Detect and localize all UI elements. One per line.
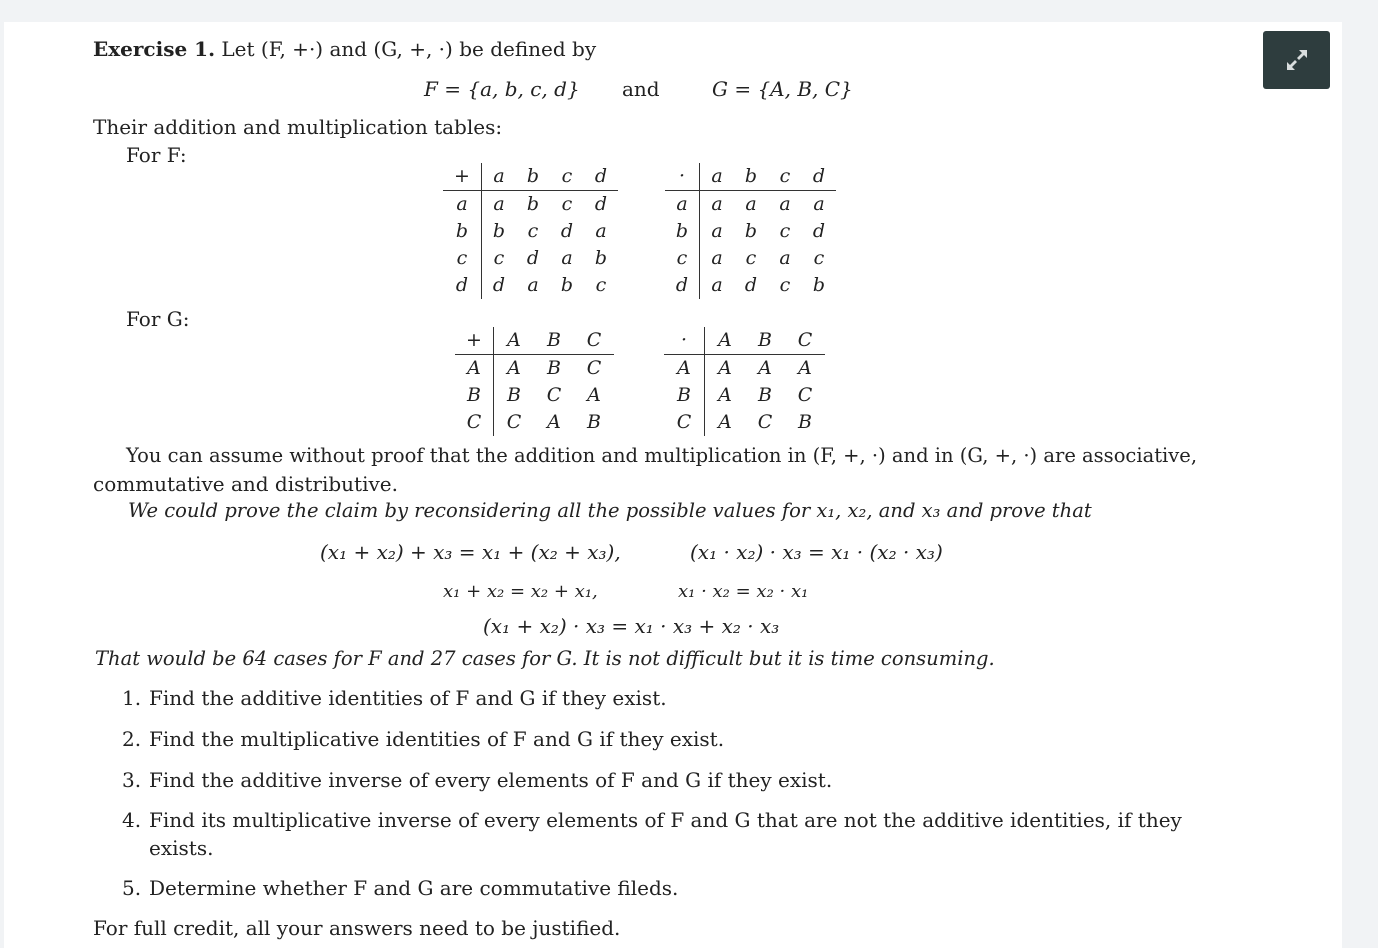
row-label: c	[665, 245, 700, 272]
cell: B	[547, 357, 561, 379]
cell: a	[779, 193, 791, 215]
eq-assoc-mul: (x₁ · x₂) · x₃ = x₁ · (x₂ · x₃)	[690, 540, 943, 564]
cell: d	[594, 193, 608, 215]
cell: c	[745, 247, 757, 269]
exercise-label: Exercise 1.	[93, 37, 216, 61]
row-label: b	[665, 218, 700, 245]
table-op: ·	[665, 163, 700, 191]
cell: a	[595, 220, 607, 242]
cell: B	[587, 411, 601, 433]
f-set: F = {a, b, c, d}	[424, 77, 580, 101]
table-header: B	[745, 327, 785, 355]
eq-assoc-add: (x₁ + x₂) + x₃ = x₁ + (x₂ + x₃),	[320, 540, 621, 564]
row-label: C	[664, 409, 705, 436]
cell: a	[493, 193, 505, 215]
cases-text: That would be 64 cases for F and 27 cases for G. It is not difficult but it is time consuming.	[95, 647, 995, 670]
cell: B	[507, 384, 521, 406]
cell: A	[798, 357, 812, 379]
exercise-heading	[93, 37, 596, 61]
assume-line-2: commutative and distributive.	[93, 472, 398, 496]
cell: A	[718, 384, 732, 406]
row-label: A	[455, 355, 494, 383]
cell: c	[493, 247, 505, 269]
cell: a	[711, 193, 723, 215]
table-header: a	[700, 163, 735, 191]
cell: A	[758, 357, 772, 379]
f-addition-table	[443, 163, 618, 299]
item-text: Find its multiplicative inverse of every elements of F and G that are not the additive identities, if they	[149, 808, 1182, 832]
row-label: B	[455, 382, 494, 409]
item-number: 5.	[122, 876, 142, 900]
cell: a	[527, 274, 539, 296]
row-label: A	[664, 355, 705, 383]
cell: a	[561, 247, 573, 269]
cell: C	[586, 357, 602, 379]
table-header: b	[516, 163, 550, 191]
item-continuation: exists.	[149, 836, 214, 860]
cell: C	[506, 411, 522, 433]
cell: c	[813, 247, 825, 269]
cell: c	[595, 274, 607, 296]
table-header: d	[584, 163, 618, 191]
table-op: ·	[664, 327, 705, 355]
item-text: Find the multiplicative identities of F and G if they exist.	[149, 727, 725, 751]
cell: A	[507, 357, 521, 379]
list-item	[122, 727, 724, 751]
row-label: C	[455, 409, 494, 436]
list-item	[122, 808, 1182, 832]
eq-comm-mul: x₁ · x₂ = x₂ · x₁	[678, 581, 809, 602]
for-g-label: For G:	[126, 307, 190, 331]
f-multiplication-table	[665, 163, 836, 299]
row-label: a	[665, 191, 700, 219]
row-label: c	[443, 245, 482, 272]
g-multiplication-table	[664, 327, 825, 436]
assume-line-1: You can assume without proof that the addition and multiplication in (F, +, ·) and in (G, +, ·) are associative,	[126, 444, 1198, 467]
cell: a	[711, 220, 723, 242]
cell: b	[560, 274, 574, 296]
table-op: +	[443, 163, 482, 191]
claim-text: We could prove the claim by reconsidering all the possible values for x₁, x₂, and x₃ and prove that	[128, 499, 1092, 522]
item-number: 3.	[122, 768, 142, 792]
list-item	[122, 686, 667, 710]
table-header: B	[534, 327, 574, 355]
table-op: +	[455, 327, 494, 355]
cell: a	[745, 193, 757, 215]
cell: A	[718, 357, 732, 379]
row-label: b	[443, 218, 482, 245]
cell: b	[492, 220, 506, 242]
cell: c	[561, 193, 573, 215]
cell: d	[526, 247, 540, 269]
exercise-intro: Let (F, +·) and (G, +, ·) be defined by	[221, 37, 597, 61]
row-label: d	[665, 272, 700, 299]
cell: c	[779, 220, 791, 242]
item-number: 2.	[122, 727, 142, 751]
expand-icon	[1282, 45, 1312, 75]
cell: a	[813, 193, 825, 215]
cell: d	[812, 220, 826, 242]
table-header: A	[494, 327, 535, 355]
cell: B	[758, 384, 772, 406]
item-number: 4.	[122, 808, 142, 832]
table-header: C	[785, 327, 825, 355]
list-item	[122, 876, 678, 900]
and-word: and	[622, 77, 660, 101]
cell: A	[547, 411, 561, 433]
item-text: Find the additive inverse of every elements of F and G if they exist.	[149, 768, 833, 792]
footer-note: For full credit, all your answers need to be justified.	[93, 916, 621, 940]
row-label: a	[443, 191, 482, 219]
cell: A	[587, 384, 601, 406]
item-text: Determine whether F and G are commutative fileds.	[149, 876, 679, 900]
cell: a	[779, 247, 791, 269]
expand-button[interactable]	[1263, 31, 1330, 89]
item-text: Find the additive identities of F and G if they exist.	[149, 686, 667, 710]
cell: d	[492, 274, 506, 296]
table-header: A	[705, 327, 746, 355]
g-set: G = {A, B, C}	[712, 77, 853, 101]
cell: d	[744, 274, 758, 296]
cell: a	[711, 274, 723, 296]
table-header: c	[550, 163, 584, 191]
item-number: 1.	[122, 686, 142, 710]
cell: c	[527, 220, 539, 242]
table-header: b	[734, 163, 768, 191]
cell: A	[718, 411, 732, 433]
cell: d	[560, 220, 574, 242]
cell: C	[546, 384, 562, 406]
table-header: c	[768, 163, 802, 191]
cell: B	[798, 411, 812, 433]
table-header: d	[802, 163, 836, 191]
cell: b	[744, 220, 758, 242]
cell: a	[711, 247, 723, 269]
cell: b	[812, 274, 826, 296]
eq-distrib: (x₁ + x₂) · x₃ = x₁ · x₃ + x₂ · x₃	[483, 614, 780, 638]
table-header: C	[574, 327, 614, 355]
for-f-label: For F:	[126, 143, 187, 167]
cell: C	[797, 384, 813, 406]
cell: C	[757, 411, 773, 433]
tables-intro: Their addition and multiplication tables:	[93, 115, 503, 139]
list-item	[122, 768, 832, 792]
cell: b	[526, 193, 540, 215]
cell: b	[594, 247, 608, 269]
table-header: a	[482, 163, 517, 191]
eq-comm-add: x₁ + x₂ = x₂ + x₁,	[443, 581, 598, 602]
row-label: d	[443, 272, 482, 299]
row-label: B	[664, 382, 705, 409]
cell: c	[779, 274, 791, 296]
g-addition-table	[455, 327, 614, 436]
